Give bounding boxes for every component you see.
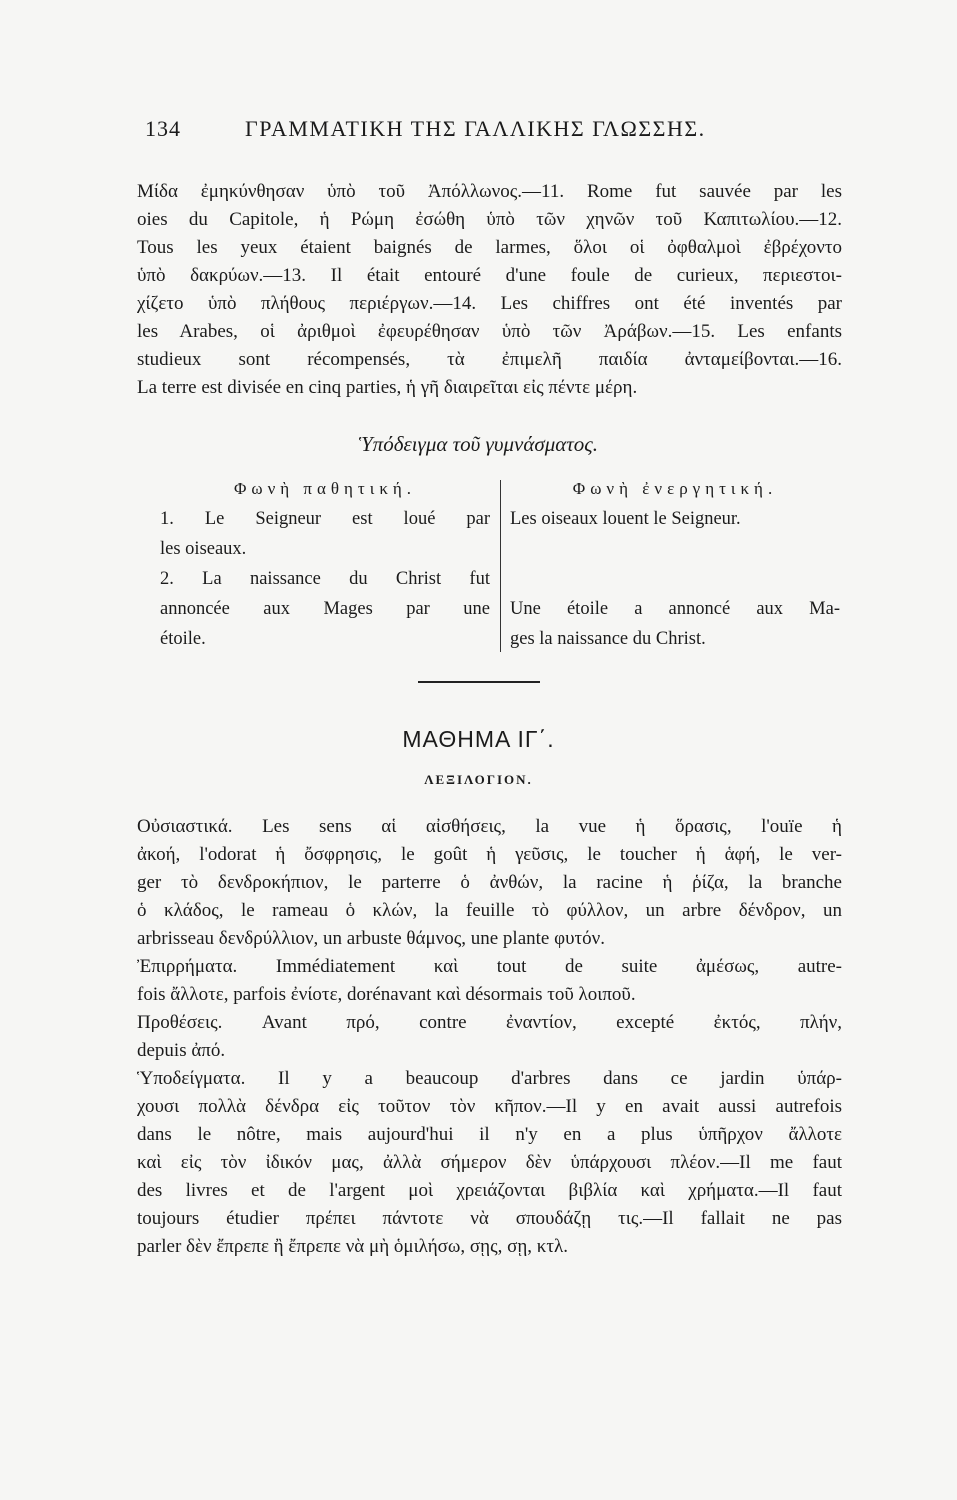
text-line: studieux sont récompensés, τὰ ἐπιμελῆ παιδία ἀνταμείβονται.—16.	[137, 349, 842, 370]
active-column	[510, 474, 840, 654]
text-line: toujours étudier πρέπει πάντοτε νὰ σπουδάζῃ τις.—Il fallait ne pas	[137, 1208, 842, 1229]
active-line: Une étoile a annoncé aux Ma-	[510, 599, 840, 619]
vocabulary-paragraph	[137, 813, 842, 1261]
text-line: Οὐσιαστικά. Les sens αἱ αἰσθήσεις, la vue ἡ ὅρασις, l'ouïe ἡ	[137, 816, 842, 837]
example-heading: Ὑπόδειγμα τοῦ γυμνάσματος.	[358, 432, 599, 456]
text-line: Προθέσεις. Avant πρό, contre ἐναντίον, excepté ἐκτός, πλήν,	[137, 1012, 842, 1033]
column-divider	[500, 480, 501, 652]
vocabulary-title: ΛΕΞΙΛΟΓΙΟΝ.	[424, 772, 533, 787]
text-line: les Arabes, οἱ ἀριθμοὶ ἐφευρέθησαν ὑπὸ τῶν Ἀράβων.—15. Les enfants	[137, 321, 842, 342]
text-line: parler δὲν ἔπρεπε ἢ ἔπρεπε νὰ μὴ ὁμιλήσω, σῃς, σῃ, κτλ.	[137, 1236, 568, 1257]
running-head	[145, 116, 810, 146]
page-number: 134	[145, 116, 181, 141]
active-line	[510, 534, 840, 564]
text-line: dans le nôtre, mais aujourd'hui il n'y en a plus ὑπῆρχον ἄλλοτε	[137, 1124, 842, 1145]
text-line: ger τὸ δενδροκήπιον, le parterre ὁ ἀνθών, la racine ἡ ῥίζα, la branche	[137, 872, 842, 893]
section-rule	[418, 681, 540, 683]
text-line: des livres et de l'argent μοὶ χρειάζονται βιβλία καὶ χρήματα.—Il faut	[137, 1180, 842, 1201]
exercise-paragraph	[137, 178, 842, 402]
running-title: ΓΡΑΜΜΑΤΙΚΗ ΤΗΣ ΓΑΛΛΙΚΗΣ ΓΛΩΣΣΗΣ.	[245, 116, 706, 141]
text-line: La terre est divisée en cinq parties, ἡ γῆ διαιρεῖται εἰς πέντε μέρη.	[137, 377, 638, 398]
text-line: Ἐπιρρήματα. Immédiatement καὶ tout de suite ἀμέσως, autre-	[137, 956, 842, 977]
text-line: arbrisseau δενδρύλλιον, un arbuste θάμνος, une plante φυτόν.	[137, 928, 605, 949]
text-line: χίζετο ὑπὸ πλήθους περιέργων.—14. Les chiffres ont été inventés par	[137, 293, 842, 314]
passive-line: annoncée aux Mages par une	[160, 599, 490, 619]
passive-line: 2. La naissance du Christ fut	[160, 569, 490, 589]
passive-line: les oiseaux.	[160, 539, 247, 559]
passive-column	[160, 474, 490, 654]
active-line: Les oiseaux louent le Seigneur.	[510, 509, 741, 529]
text-line: ἀκοή, l'odorat ἡ ὄσφρησις, le goût ἡ γεῦσις, le toucher ἡ ἁφή, le ver-	[137, 844, 842, 865]
text-line: ὑπὸ δακρύων.—13. Il était entouré d'une foule de curieux, περιεστοι-	[137, 265, 842, 286]
active-line	[510, 564, 840, 594]
passive-heading: Φωνὴ παθητική.	[233, 479, 417, 498]
text-line: χουσι πολλὰ δένδρα εἰς τοῦτον τὸν κῆπον.—Il y en avait aussi autrefois	[137, 1096, 842, 1117]
text-line: Ὑποδείγματα. Il y a beaucoup d'arbres dans ce jardin ὑπάρ-	[137, 1068, 842, 1089]
text-line: ὁ κλάδος, le rameau ὁ κλών, la feuille τὸ φύλλον, un arbre δένδρον, un	[137, 900, 842, 921]
text-line: depuis ἀπό.	[137, 1040, 226, 1061]
text-line: καὶ εἰς τὸν ἰδικόν μας, ἀλλὰ σήμερον δὲν ὑπάρχουσι πλέον.—Il me faut	[137, 1152, 842, 1173]
passive-line: étoile.	[160, 629, 206, 649]
text-line: Tous les yeux étaient baignés de larmes, ὅλοι οἱ ὀφθαλμοὶ ἐβρέχοντο	[137, 237, 842, 258]
passive-line: 1. Le Seigneur est loué par	[160, 509, 490, 529]
active-line: ges la naissance du Christ.	[510, 629, 706, 649]
active-heading: Φωνὴ ἐνεργητική.	[572, 479, 778, 498]
lesson-title: ΜΑΘΗΜΑ ΙΓ΄.	[402, 726, 555, 752]
text-line: fois ἄλλοτε, parfois ἐνίοτε, dorénavant καὶ désormais τοῦ λοιποῦ.	[137, 984, 636, 1005]
text-line: Μίδα ἐμηκύνθησαν ὑπὸ τοῦ Ἀπόλλωνος.—11. Rome fut sauvée par les	[137, 181, 842, 202]
text-line: oies du Capitole, ἡ Ρώμη ἐσώθη ὑπὸ τῶν χηνῶν τοῦ Καπιτωλίου.—12.	[137, 209, 842, 230]
